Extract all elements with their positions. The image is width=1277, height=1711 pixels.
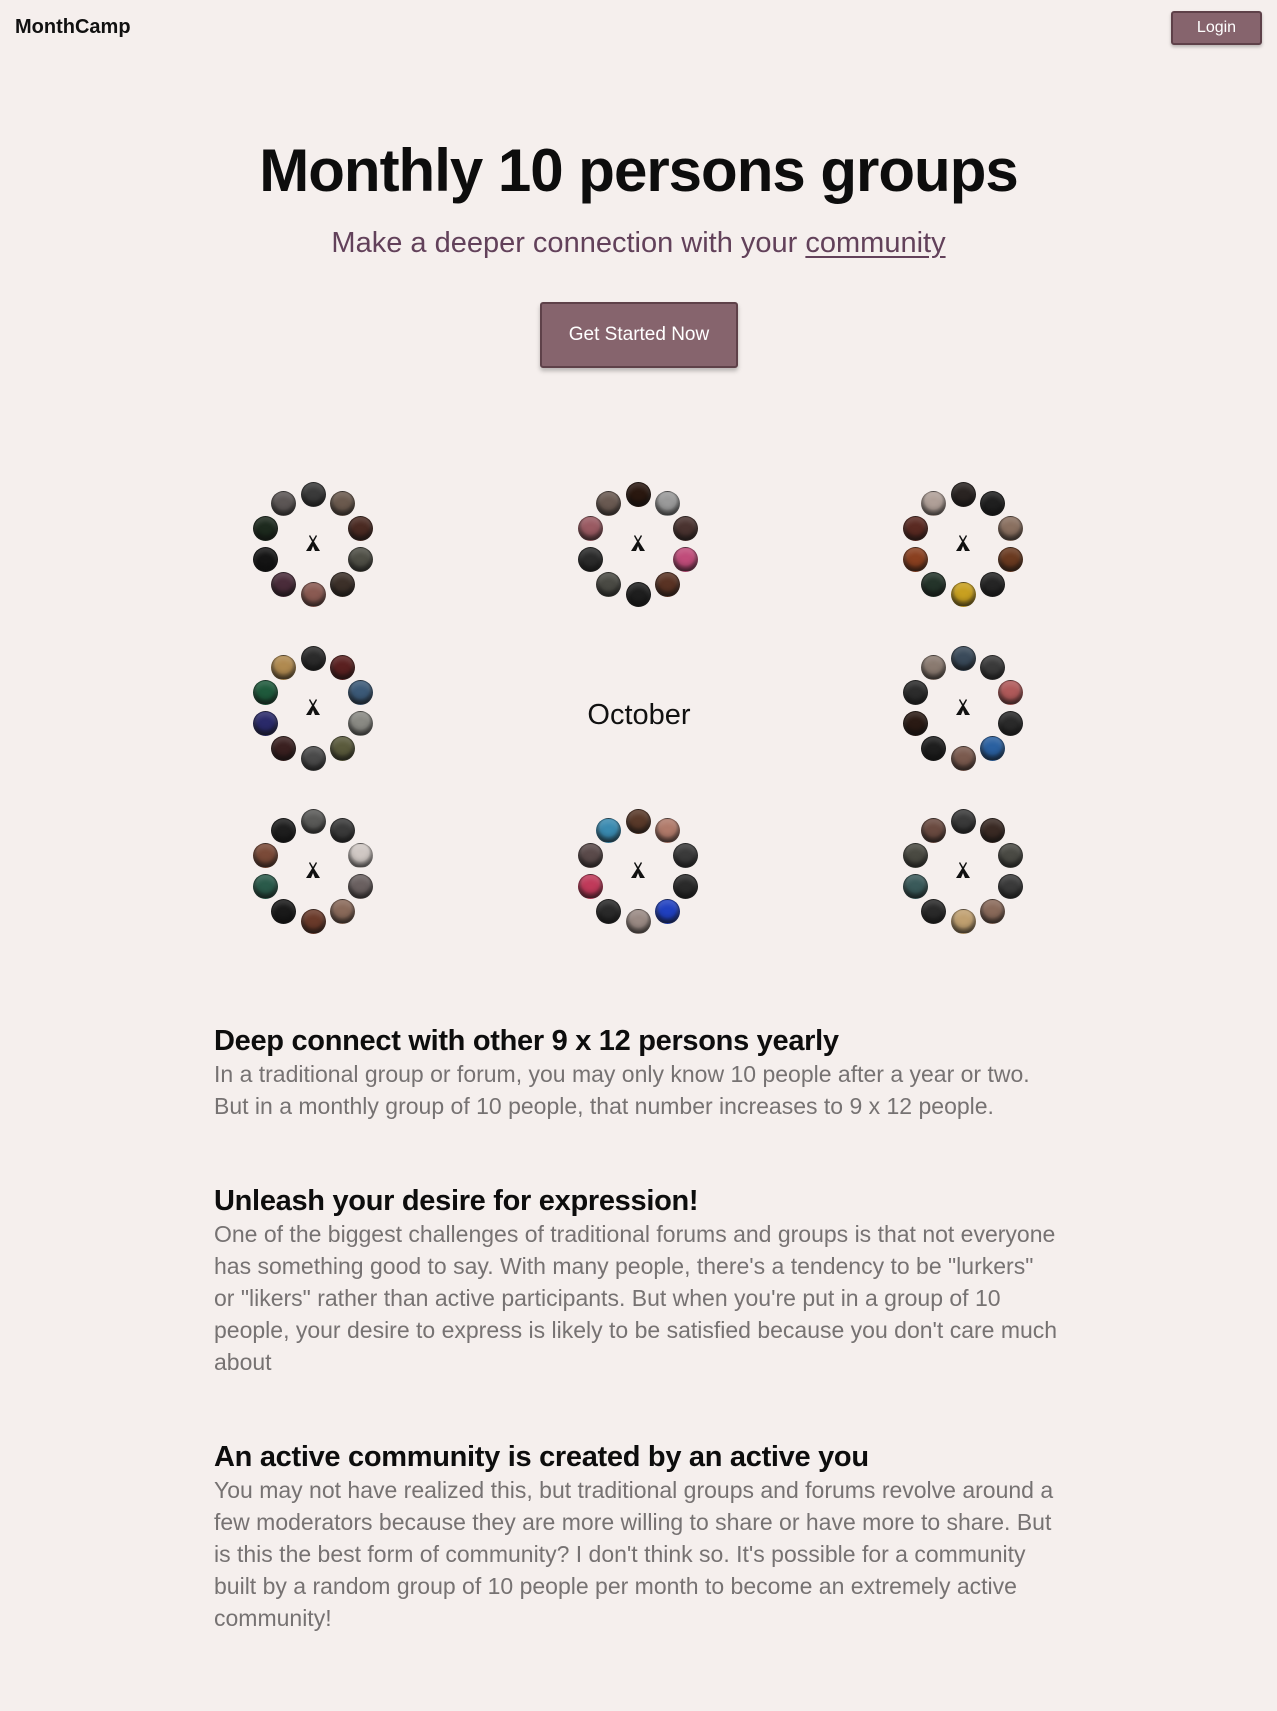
member-avatar[interactable] (903, 711, 928, 736)
member-group (248, 643, 378, 773)
member-avatar[interactable] (998, 843, 1023, 868)
feature-line: But in a monthly group of 10 people, that number increases to 9 x 12 people. (214, 1093, 994, 1119)
member-avatar[interactable] (330, 491, 355, 516)
member-avatar[interactable] (998, 680, 1023, 705)
member-avatar[interactable] (253, 516, 278, 541)
feature-section-2 (214, 1184, 1074, 1378)
feature-line: built by a random group of 10 people per month to become an extremely active (214, 1573, 1017, 1599)
feature-line: One of the biggest challenges of traditional forums and groups is that not everyone (214, 1221, 1056, 1247)
member-avatar[interactable] (271, 572, 296, 597)
feature-line: You may not have realized this, but traditional groups and forums revolve around a (214, 1477, 1054, 1503)
member-avatar[interactable] (348, 843, 373, 868)
member-group (573, 479, 703, 609)
member-group (248, 806, 378, 936)
member-avatar[interactable] (655, 491, 680, 516)
feature-line: is this the best form of community? I don't think so. It's possible for a community (214, 1541, 1026, 1567)
member-avatar[interactable] (980, 655, 1005, 680)
feature-line: people, your desire to express is likely to be satisfied because you don't care much (214, 1317, 1058, 1343)
member-avatar[interactable] (253, 547, 278, 572)
member-avatar[interactable] (903, 516, 928, 541)
member-avatar[interactable] (271, 491, 296, 516)
member-avatar[interactable] (951, 909, 976, 934)
member-avatar[interactable] (626, 909, 651, 934)
member-avatar[interactable] (596, 818, 621, 843)
member-avatar[interactable] (348, 680, 373, 705)
tent-icon (305, 534, 321, 552)
member-group (898, 806, 1028, 936)
tent-icon (955, 534, 971, 552)
member-avatar[interactable] (253, 874, 278, 899)
member-avatar[interactable] (301, 909, 326, 934)
member-avatar[interactable] (596, 572, 621, 597)
member-avatar[interactable] (998, 516, 1023, 541)
feature-title: Deep connect with other 9 x 12 persons yearly (214, 1025, 839, 1057)
member-avatar[interactable] (596, 491, 621, 516)
member-avatar[interactable] (330, 736, 355, 761)
member-avatar[interactable] (348, 547, 373, 572)
member-avatar[interactable] (921, 655, 946, 680)
member-avatar[interactable] (301, 809, 326, 834)
member-avatar[interactable] (673, 547, 698, 572)
member-avatar[interactable] (271, 655, 296, 680)
member-avatar[interactable] (673, 516, 698, 541)
member-avatar[interactable] (951, 582, 976, 607)
feature-line: has something good to say. With many people, there's a tendency to be "lurkers" (214, 1253, 1034, 1279)
member-avatar[interactable] (301, 646, 326, 671)
feature-section-1 (214, 1024, 1074, 1122)
member-group (573, 806, 703, 936)
feature-section-3 (214, 1440, 1074, 1634)
tent-icon (630, 534, 646, 552)
tent-icon (955, 861, 971, 879)
member-avatar[interactable] (951, 482, 976, 507)
member-avatar[interactable] (998, 547, 1023, 572)
member-avatar[interactable] (998, 874, 1023, 899)
member-avatar[interactable] (348, 516, 373, 541)
member-avatar[interactable] (330, 818, 355, 843)
feature-text (214, 1058, 1074, 1122)
member-avatar[interactable] (980, 491, 1005, 516)
member-avatar[interactable] (253, 843, 278, 868)
member-avatar[interactable] (271, 899, 296, 924)
member-avatar[interactable] (578, 547, 603, 572)
member-avatar[interactable] (921, 818, 946, 843)
member-avatar[interactable] (921, 736, 946, 761)
member-avatar[interactable] (626, 809, 651, 834)
feature-title: An active community is created by an active you (214, 1441, 869, 1473)
member-avatar[interactable] (951, 646, 976, 671)
member-avatar[interactable] (330, 899, 355, 924)
feature-line: community! (214, 1605, 332, 1631)
member-group (898, 479, 1028, 609)
member-avatar[interactable] (998, 711, 1023, 736)
member-avatar[interactable] (980, 736, 1005, 761)
member-avatar[interactable] (655, 899, 680, 924)
hero-subtitle-text: Make a deeper connection with your (331, 227, 806, 259)
member-avatar[interactable] (951, 746, 976, 771)
feature-text (214, 1474, 1074, 1634)
member-group (248, 479, 378, 609)
member-avatar[interactable] (980, 818, 1005, 843)
get-started-button[interactable]: Get Started Now (540, 302, 738, 368)
member-avatar[interactable] (271, 818, 296, 843)
tent-icon (305, 861, 321, 879)
tent-icon (305, 698, 321, 716)
feature-text (214, 1218, 1074, 1378)
member-avatar[interactable] (626, 482, 651, 507)
feature-line: few moderators because they are more willing to share or have more to share. But (214, 1509, 1052, 1535)
member-avatar[interactable] (348, 874, 373, 899)
feature-line: about (214, 1349, 272, 1375)
member-avatar[interactable] (655, 572, 680, 597)
member-avatar[interactable] (271, 736, 296, 761)
member-avatar[interactable] (673, 874, 698, 899)
tent-icon (955, 698, 971, 716)
member-avatar[interactable] (903, 680, 928, 705)
member-avatar[interactable] (301, 582, 326, 607)
member-avatar[interactable] (921, 899, 946, 924)
member-avatar[interactable] (903, 843, 928, 868)
member-avatar[interactable] (301, 746, 326, 771)
member-avatar[interactable] (578, 516, 603, 541)
member-avatar[interactable] (951, 809, 976, 834)
member-avatar[interactable] (903, 547, 928, 572)
member-avatar[interactable] (330, 572, 355, 597)
member-avatar[interactable] (253, 711, 278, 736)
member-avatar[interactable] (253, 680, 278, 705)
member-avatar[interactable] (673, 843, 698, 868)
member-avatar[interactable] (921, 572, 946, 597)
member-avatar[interactable] (596, 899, 621, 924)
member-avatar[interactable] (903, 874, 928, 899)
login-button[interactable]: Login (1171, 11, 1262, 45)
member-avatar[interactable] (655, 818, 680, 843)
member-avatar[interactable] (330, 655, 355, 680)
member-group (898, 643, 1028, 773)
member-avatar[interactable] (921, 491, 946, 516)
community-link[interactable]: community (805, 227, 946, 259)
member-avatar[interactable] (348, 711, 373, 736)
member-avatar[interactable] (980, 572, 1005, 597)
month-label: October (587, 699, 691, 731)
member-avatar[interactable] (626, 582, 651, 607)
brand-logo[interactable]: MonthCamp (15, 16, 131, 38)
member-avatar[interactable] (301, 482, 326, 507)
feature-line: In a traditional group or forum, you may only know 10 people after a year or two. (214, 1061, 1030, 1087)
feature-line: or "likers" rather than active participants. But when you're put in a group of 10 (214, 1285, 1001, 1311)
member-avatar[interactable] (578, 874, 603, 899)
member-avatar[interactable] (980, 899, 1005, 924)
tent-icon (630, 861, 646, 879)
feature-title: Unleash your desire for expression! (214, 1185, 699, 1217)
hero-title: Monthly 10 persons groups (259, 137, 1018, 204)
member-avatar[interactable] (578, 843, 603, 868)
